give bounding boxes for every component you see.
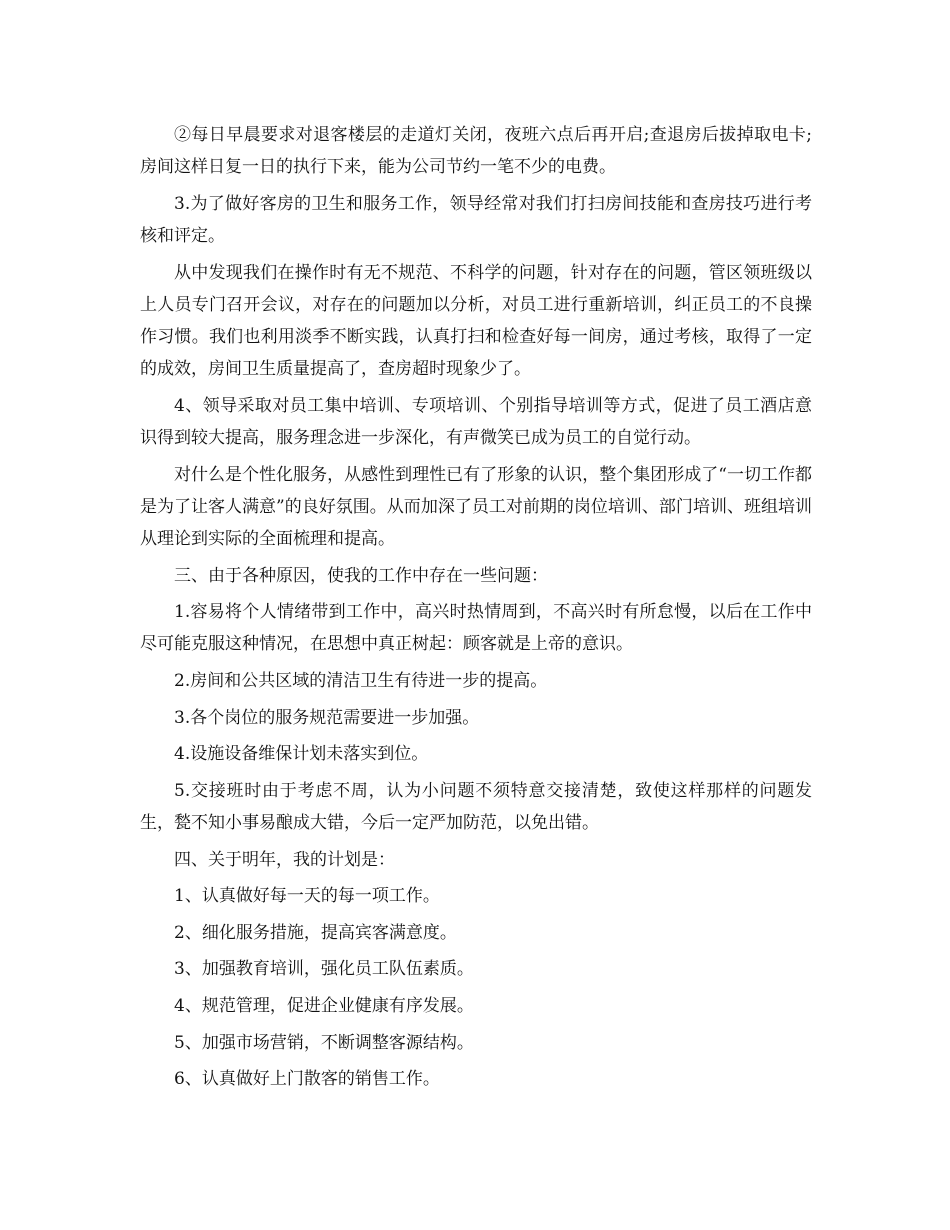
plan-item-5: 5、加强市场营销，不断调整客源结构。 bbox=[174, 1032, 474, 1053]
problem-item-3: 3.各个岗位的服务规范需要进一步加强。 bbox=[174, 707, 480, 728]
plan-item-2: 2、细化服务措施，提高宾客满意度。 bbox=[174, 922, 457, 943]
section-heading-problems: 三、由于各种原因，使我的工作中存在一些问题： bbox=[174, 565, 548, 586]
problem-item-2: 2.房间和公共区域的清洁卫生有待进一步的提高。 bbox=[174, 670, 548, 691]
paragraph-2: 3.为了做好客房的卫生和服务工作，领导经常对我们打扫房间技能和查房技巧进行考核和评定。 bbox=[140, 193, 812, 246]
problem-item-1: 1.容易将个人情绪带到工作中，高兴时热情周到，不高兴时有所怠慢，以后在工作中尽可能克服这种情况，在思想中真正树起：顾客就是上帝的意识。 bbox=[140, 602, 812, 655]
plan-item-1: 1、认真做好每一天的每一项工作。 bbox=[174, 886, 440, 907]
problem-item-4: 4.设施设备维保计划未落实到位。 bbox=[174, 744, 429, 765]
section-heading-plan: 四、关于明年，我的计划是： bbox=[174, 849, 395, 870]
paragraph-5: 对什么是个性化服务，从感性到理性已有了形象的认识，整个集团形成了“一切工作都是为了让客人满意”的良好氛围。从而加深了员工对前期的岗位培训、部门培训、班组培训从理论到实际的全面梳理和提高。 bbox=[140, 464, 812, 549]
plan-item-6: 6、认真做好上门散客的销售工作。 bbox=[174, 1069, 440, 1090]
document-body bbox=[140, 119, 812, 1100]
plan-item-4: 4、规范管理，促进企业健康有序发展。 bbox=[174, 995, 474, 1016]
paragraph-3: 从中发现我们在操作时有无不规范、不科学的问题，针对存在的问题，管区领班级以上人员专门召开会议，对存在的问题加以分析，对员工进行重新培训，纠正员工的不良操作习惯。我们也利用淡季不断实践，认真打扫和检查好每一间房，通过考核，取得了一定的成效，房间卫生质量提高了，查房超时现象少了。 bbox=[140, 262, 812, 380]
paragraph-4: 4、领导采取对员工集中培训、专项培训、个别指导培训等方式，促进了员工酒店意识得到较大提高，服务理念进一步深化，有声微笑已成为员工的自觉行动。 bbox=[140, 395, 812, 448]
paragraph-1: ②每日早晨要求对退客楼层的走道灯关闭，夜班六点后再开启;查退房后拔掉取电卡;房间这样日复一日的执行下来，能为公司节约一笔不少的电费。 bbox=[140, 125, 812, 178]
problem-item-5: 5.交接班时由于考虑不周，认为小问题不须特意交接清楚，致使这样那样的问题发生，甃不知小事易酿成大错，今后一定严加防范，以免出错。 bbox=[140, 780, 812, 833]
plan-item-3: 3、加强教育培训，强化员工队伍素质。 bbox=[174, 959, 474, 980]
